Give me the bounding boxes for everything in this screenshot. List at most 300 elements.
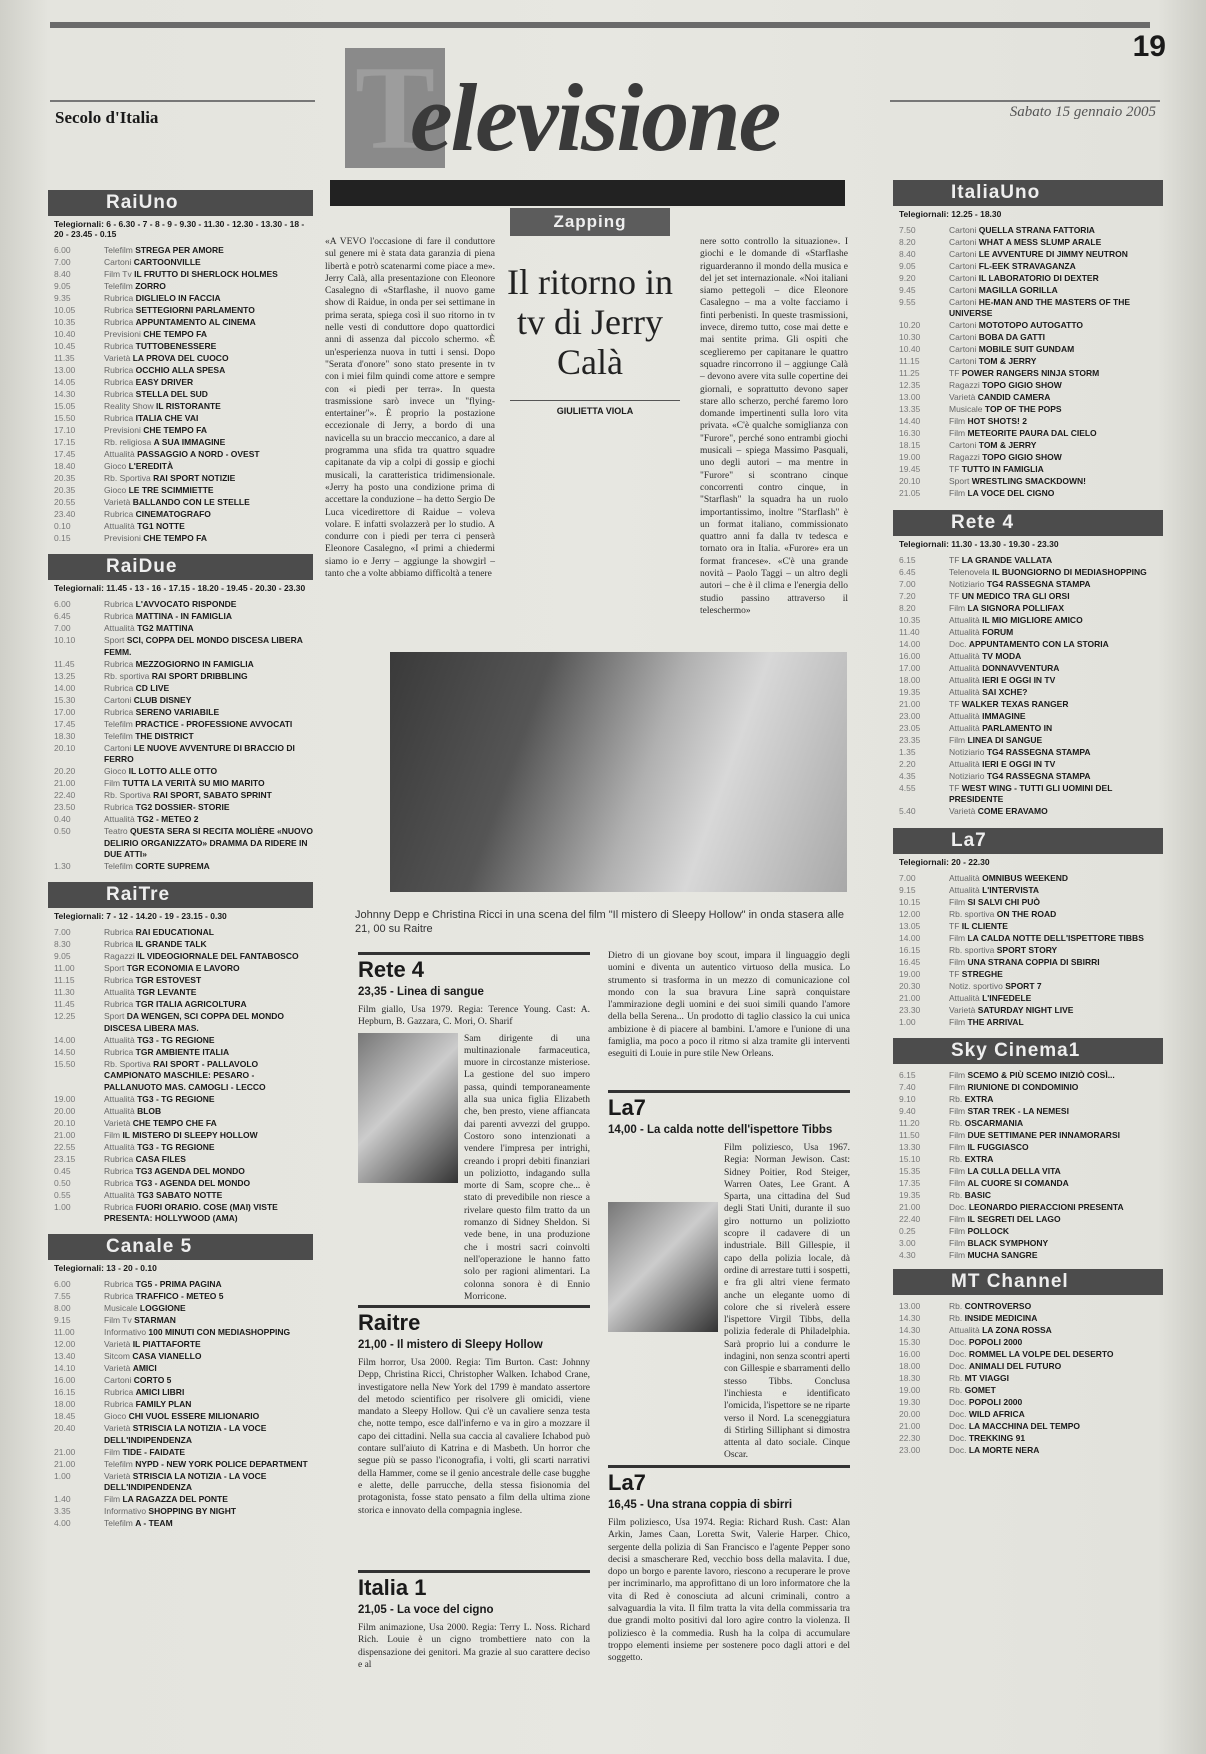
listing-row xyxy=(893,639,1163,650)
newscast-list: 6 - 6.30 - 7 - 8 - 9 - 9.30 - 11.30 - 12.30 - 13.30 - 18 - 20 - 23.45 - 0.15 xyxy=(54,219,305,239)
listing-row xyxy=(48,485,313,496)
listing-genre: Film xyxy=(949,1082,966,1093)
listing-time: 10.10 xyxy=(54,635,76,646)
listing-time: 14.10 xyxy=(54,1363,76,1374)
zapping-label: Zapping xyxy=(510,208,670,236)
review-channel: Raitre xyxy=(358,1305,590,1336)
listing-genre: Attualità xyxy=(104,1034,135,1045)
listing-title: SHOPPING BY NIGHT xyxy=(148,1506,237,1517)
listing-genre: TF xyxy=(949,554,960,565)
listing-genre: Doc. xyxy=(949,638,967,649)
listing-time: 4.55 xyxy=(899,782,916,793)
listing-genre: Film xyxy=(949,1250,966,1261)
section-title-initial: T xyxy=(345,48,445,168)
listing-row xyxy=(48,509,313,520)
listing-genre: Attualità xyxy=(949,722,980,733)
listing-time: 20.10 xyxy=(54,1117,76,1128)
listing-time: 11.00 xyxy=(54,1327,75,1338)
listing-time: 10.45 xyxy=(54,341,76,351)
listing-title: COME ERAVAMO xyxy=(977,806,1048,817)
listing-genre: Cartoni xyxy=(949,249,977,259)
listing-genre: Telefilm xyxy=(104,861,133,872)
listing-time: 8.40 xyxy=(899,249,916,259)
listing-time: 4.00 xyxy=(54,1518,71,1529)
listing-time: 9.05 xyxy=(54,951,71,962)
listing-row xyxy=(893,1154,1163,1165)
listing-row xyxy=(48,987,313,998)
listing-time: 8.30 xyxy=(54,939,71,950)
listing-title: CORTO 5 xyxy=(133,1375,172,1386)
listing-genre: Doc. xyxy=(949,1337,967,1348)
listing-title: HE-MAN AND THE MASTERS OF THE UNIVERSE xyxy=(949,297,1131,319)
listing-row xyxy=(48,449,313,460)
listing-row xyxy=(48,401,313,412)
review-body: Film animazione, Usa 2000. Regia: Terry L. Noss. Richard Rich. Louie è un cigno trombettiere nato con la dispensazione dei genitori. Ma grazie al suo carattere deciso e al xyxy=(358,1623,590,1670)
listing-row xyxy=(48,269,313,280)
listing-title: ANIMALI DEL FUTURO xyxy=(968,1361,1062,1372)
listing-row xyxy=(48,1494,313,1505)
listing-title: RAI SPORT - PALLAVOLO CAMPIONATO MASCHILE: PESARO - PALLANUOTO MAS. CAMOGLI - LECCO xyxy=(104,1058,266,1092)
listing-row xyxy=(893,699,1163,710)
listing-genre: Musicale xyxy=(949,404,983,415)
listing-time: 14.00 xyxy=(54,682,76,693)
listing-row xyxy=(893,1301,1163,1312)
listing-genre: Cartoni xyxy=(949,285,977,295)
listing-genre: Cartoni xyxy=(949,297,977,307)
review-photo xyxy=(358,1033,458,1183)
listing-title: AMICI LIBRI xyxy=(135,1387,185,1398)
listing-title: CINEMATOGRAFO xyxy=(135,509,211,519)
listing-title: APPUNTAMENTO CON LA STORIA xyxy=(968,638,1109,649)
listing-time: 11.15 xyxy=(54,975,75,986)
listing-time: 21.00 xyxy=(899,992,921,1003)
listing-genre: Varietà xyxy=(104,1423,131,1434)
listing-title: ITALIA CHE VAI xyxy=(135,413,199,423)
listing-time: 3.35 xyxy=(54,1506,71,1517)
listing-time: 17.35 xyxy=(899,1178,921,1189)
channel-name: MT Channel xyxy=(893,1269,1163,1295)
listing-time: 5.40 xyxy=(899,806,916,817)
listing-time: 15.30 xyxy=(54,694,76,705)
listing-row xyxy=(893,1190,1163,1201)
channel-name: Canale 5 xyxy=(48,1234,313,1260)
listing-genre: TF xyxy=(949,464,960,475)
listing-genre: Attualità xyxy=(104,449,135,459)
listing-time: 17.45 xyxy=(54,449,76,459)
listing-genre: Doc. xyxy=(949,1361,967,1372)
listing-title: TG2 MATTINA xyxy=(137,623,194,634)
newscast-list: 7 - 12 - 14.20 - 19 - 23.15 - 0.30 xyxy=(106,911,227,922)
listing-row xyxy=(48,365,313,376)
listing-time: 9.05 xyxy=(899,261,916,271)
listing-time: 19.00 xyxy=(899,1385,921,1396)
listing-time: 8.20 xyxy=(899,602,916,613)
listing-row xyxy=(48,1035,313,1046)
listing-title: BALLANDO CON LE STELLE xyxy=(132,497,250,507)
masthead: Secolo d'Italia xyxy=(55,108,159,127)
listing-row xyxy=(893,356,1163,367)
listing-row xyxy=(48,305,313,316)
listing-time: 18.00 xyxy=(899,674,921,685)
listing-title: CASA VIANELLO xyxy=(132,1351,202,1362)
listing-genre: Varietà xyxy=(104,1339,131,1350)
listing-genre: TF xyxy=(949,590,960,601)
right-listings-column xyxy=(893,180,1163,1457)
listing-row xyxy=(48,1339,313,1350)
listing-row xyxy=(48,695,313,706)
listing-row xyxy=(48,533,313,544)
listing-time: 1.00 xyxy=(54,1201,71,1212)
listing-title: SETTEGIORNI PARLAMENTO xyxy=(135,305,255,315)
listing-genre: Film xyxy=(949,1130,966,1141)
listing-row xyxy=(48,1411,313,1422)
listing-genre: Rubrica xyxy=(104,305,134,315)
listing-title: STAR TREK - LA NEMESI xyxy=(967,1106,1069,1117)
channel-name: RaiDue xyxy=(48,554,313,580)
review-continuation: Dietro di un giovane boy scout, impara il linguaggio degli uomini e diventa un autentico virtuoso della musica. Lo strumento si trasforma in un mezzo di comunicazione col mondo con la sua bravura Line saprà conquistare l'ammirazione degli uomini e dei suoi simili quando l'amore della bella Serena... Un prodotto di taglio classico la cui unica ambizione è di piacere al bambini. L'amore e l'unione di una famiglia, ma poco a poco il ritmo si alza tramite gli interventi eseguiti di Louie in pure stile New Orleans. xyxy=(608,951,850,1060)
listing-title: LA MORTE NERA xyxy=(968,1445,1040,1456)
listing-time: 21.00 xyxy=(54,1129,76,1140)
listing-row xyxy=(893,1082,1163,1093)
listing-title: IL MIO MIGLIORE AMICO xyxy=(982,614,1083,625)
listing-genre: Attualità xyxy=(949,758,980,769)
channel-block xyxy=(893,510,1163,818)
listing-title: TREKKING 91 xyxy=(968,1433,1026,1444)
listing-title: LEONARDO PIERACCIONI PRESENTA xyxy=(968,1202,1124,1213)
listing-title: APPUNTAMENTO AL CINEMA xyxy=(135,317,256,327)
listing-genre: Doc. xyxy=(949,1421,967,1432)
listing-time: 7.55 xyxy=(54,1291,71,1302)
listing-genre: Rubrica xyxy=(104,1291,134,1302)
listing-row xyxy=(48,293,313,304)
listing-title: RAI SPORT NOTIZIE xyxy=(153,473,236,483)
listing-row xyxy=(893,591,1163,602)
listing-row xyxy=(48,1166,313,1177)
listing-title: SCEMO & PIÙ SCEMO INIZIÒ COSÌ... xyxy=(967,1070,1115,1081)
listing-time: 18.30 xyxy=(54,730,76,741)
listing-title: ROMMEL LA VOLPE DEL DESERTO xyxy=(968,1349,1114,1360)
listing-title: CORTE SUPREMA xyxy=(135,861,210,872)
listing-row xyxy=(48,707,313,718)
listing-genre: Telefilm xyxy=(104,281,133,291)
listing-title: TG4 RASSEGNA STAMPA xyxy=(986,746,1091,757)
listing-genre: Rubrica xyxy=(104,413,134,423)
listing-title: LA ZONA ROSSA xyxy=(982,1325,1052,1336)
listing-row xyxy=(893,747,1163,758)
listing-genre: Cartoni xyxy=(949,237,977,247)
listing-title: LOGGIONE xyxy=(139,1303,186,1314)
listing-time: 22.40 xyxy=(54,790,76,801)
listing-row xyxy=(893,735,1163,746)
listing-title: BLOB xyxy=(137,1105,162,1116)
channel-name: ItaliaUno xyxy=(893,180,1163,206)
listing-title: L'INTERVISTA xyxy=(982,884,1040,895)
listing-genre: Attualità xyxy=(949,1325,980,1336)
listing-title: AL CUORE SI COMANDA xyxy=(967,1178,1069,1189)
listing-genre: Cartoni xyxy=(104,257,132,267)
listing-time: 13.25 xyxy=(54,670,76,681)
listing-genre: Sport xyxy=(104,635,125,646)
listing-row xyxy=(48,245,313,256)
newscast-times xyxy=(893,536,1163,555)
listing-time: 21.00 xyxy=(899,1202,921,1213)
listing-genre: Gioco xyxy=(104,485,127,495)
listing-title: UNA STRANA COPPIA DI SBIRRI xyxy=(967,956,1100,967)
listing-time: 13.35 xyxy=(899,404,921,415)
listing-time: 8.00 xyxy=(54,1303,71,1314)
listing-title: POPOLI 2000 xyxy=(968,1397,1023,1408)
listing-row xyxy=(893,567,1163,578)
listing-title: RAI SPORT, SABATO SPRINT xyxy=(153,790,272,801)
newscast-label: Telegiornali: xyxy=(899,856,949,867)
listing-row xyxy=(893,464,1163,475)
listing-row xyxy=(48,731,313,742)
listing-row xyxy=(893,488,1163,499)
listing-row xyxy=(893,897,1163,908)
review-photo xyxy=(608,1202,718,1332)
listing-time: 12.25 xyxy=(54,1011,76,1022)
article-column-1: «A VEVO l'occasione di fare il conduttore sul genere mi è stata data garanzia di piena libertà e potrò scatenarmi come piace a me». Jerry Calà, alla presentazione con Eleonore Casalegno di «Starflashe, il nuovo game show di Raidue, in onda per sei settimane in prima serata, spiega così il suo ritorno in tv nelle vesti di conduttore dopo quattordici anni di assenza dal piccolo schermo. «È un'esperienza nuova in tutti i sensi. Dopo "Serata d'onore" sono stato presente in tv con i miei film quindi come attore e sempre con «i piedi per terra». In questa trasmissione sarò invece un "flying-entertainer"». È proprio la postazione eccezionale di Jerry, a bordo di una navicella su un braccio meccanico, a dare al programma una sfida tra quattro squadre capitanate da vip a colpi di gossip e giochi musicali, la caratteristica tridimensionale. «Jerry ha posto una condizione prima di accettare la conduzione – ha detto Sergio De Luca vicedirettore di Raidue – voleva volare. E infatti svolazzerà per lo studio. A condurre con i piedi per terra ci penserà Eleonore Casalegno, «I primi a chiedermi siamo io e Jerry – aggiunge la showgirl – tanto che a volte abbiamo difficoltà a tenere xyxy=(325,237,495,580)
listing-genre: Attualità xyxy=(104,814,135,825)
newscast-times xyxy=(48,580,313,599)
masthead-rule xyxy=(50,100,315,102)
listing-time: 0.15 xyxy=(54,533,71,543)
newscast-label: Telegiornali: xyxy=(54,911,104,922)
listing-title: CONTROVERSO xyxy=(964,1301,1032,1312)
listing-row xyxy=(893,1325,1163,1336)
channel-block xyxy=(48,554,313,872)
listing-time: 1.40 xyxy=(54,1494,71,1505)
top-rule xyxy=(50,22,1150,28)
listing-genre: Film xyxy=(949,1166,966,1177)
listing-title: DUE SETTIMANE PER INNAMORARSI xyxy=(967,1130,1120,1141)
listing-row xyxy=(893,452,1163,463)
listing-genre: Cartoni xyxy=(104,694,132,705)
listing-title: EASY DRIVER xyxy=(135,377,194,387)
listing-row xyxy=(893,404,1163,415)
listing-row xyxy=(893,759,1163,770)
newscast-label: Telegiornali: xyxy=(899,209,949,219)
listing-genre: Telefilm xyxy=(104,1518,133,1529)
listing-title: LA MACCHINA DEL TEMPO xyxy=(968,1421,1080,1432)
listing-title: 100 MINUTI CON MEDIASHOPPING xyxy=(148,1327,291,1338)
listing-title: GOMET xyxy=(964,1385,996,1396)
listing-title: OSCARMANIA xyxy=(964,1118,1024,1129)
listing-row xyxy=(48,425,313,436)
listing-title: TG3 - AGENDA DEL MONDO xyxy=(135,1177,251,1188)
listing-title: WRESTLING SMACKDOWN! xyxy=(971,476,1086,487)
listing-time: 22.30 xyxy=(899,1433,921,1444)
listing-row xyxy=(893,1433,1163,1444)
listing-row xyxy=(48,1106,313,1117)
listing-title: STREGHE xyxy=(961,968,1003,979)
listing-time: 10.15 xyxy=(899,896,921,907)
newscast-label: Telegiornali: xyxy=(54,583,104,594)
listing-row xyxy=(48,999,313,1010)
listing-title: IL CLIENTE xyxy=(961,920,1008,931)
listing-title: IL BUONGIORNO DI MEDIASHOPPING xyxy=(992,566,1147,577)
listing-title: IL FUGGIASCO xyxy=(967,1142,1029,1153)
listing-title: BLACK SYMPHONY xyxy=(967,1238,1049,1249)
listing-row xyxy=(48,659,313,670)
listing-row xyxy=(48,521,313,532)
listing-genre: Rb. sportiva xyxy=(949,908,995,919)
listing-row xyxy=(48,1011,313,1034)
listing-time: 0.50 xyxy=(54,1177,71,1188)
listing-row xyxy=(893,909,1163,920)
listing-row xyxy=(893,368,1163,379)
listing-time: 16.00 xyxy=(899,650,921,661)
listing-row xyxy=(48,473,313,484)
listing-genre: Attualità xyxy=(104,521,135,531)
listing-title: THE DISTRICT xyxy=(135,730,194,741)
listing-title: SPORT 7 xyxy=(1005,980,1042,991)
listing-title: STRISCIA LA NOTIZIA - LA VOCE DELL'INDIPENDENZA xyxy=(104,1423,267,1445)
listing-time: 6.45 xyxy=(54,611,71,622)
listing-time: 19.00 xyxy=(899,968,921,979)
listing-row xyxy=(893,783,1163,806)
listing-row xyxy=(48,353,313,364)
date-rule xyxy=(890,100,1160,102)
listing-genre: Previsioni xyxy=(104,329,141,339)
listing-genre: Rb. xyxy=(949,1190,963,1201)
listing-time: 6.00 xyxy=(54,599,71,610)
listing-row xyxy=(48,1351,313,1362)
listing-row xyxy=(48,1518,313,1529)
listing-time: 7.00 xyxy=(54,623,71,634)
listing-time: 21.00 xyxy=(54,778,76,789)
listing-title: WALKER TEXAS RANGER xyxy=(961,698,1069,709)
listing-title: BASIC xyxy=(964,1190,992,1201)
listing-time: 23.50 xyxy=(54,802,76,813)
listing-row xyxy=(48,437,313,448)
listing-title: IL LOTTO ALLE OTTO xyxy=(128,766,218,777)
listing-row xyxy=(48,1315,313,1326)
listing-title: MAGILLA GORILLA xyxy=(978,285,1058,295)
listing-time: 14.30 xyxy=(899,1325,921,1336)
listing-time: 9.45 xyxy=(899,285,916,295)
listing-genre: Attualità xyxy=(949,884,980,895)
listing-genre: Telefilm xyxy=(104,245,133,255)
listing-title: TGR ITALIA AGRICOLTURA xyxy=(135,999,247,1010)
listing-row xyxy=(893,1361,1163,1372)
listing-row xyxy=(893,1397,1163,1408)
listing-genre: Previsioni xyxy=(104,425,141,435)
listing-time: 23.00 xyxy=(899,710,921,721)
listing-title: TG2 - METEO 2 xyxy=(137,814,199,825)
listing-time: 13.00 xyxy=(54,365,76,375)
listing-genre: Rubrica xyxy=(104,1387,134,1398)
listing-genre: Rubrica xyxy=(104,1153,134,1164)
listing-genre: Cartoni xyxy=(104,1375,132,1386)
review-channel: Italia 1 xyxy=(358,1570,590,1601)
listing-time: 7.20 xyxy=(899,590,916,601)
listing-row xyxy=(48,927,313,938)
listing-time: 16.15 xyxy=(899,944,921,955)
listing-time: 6.00 xyxy=(54,1279,71,1290)
listing-genre: Varietà xyxy=(949,1004,976,1015)
listing-time: 16.00 xyxy=(54,1375,76,1386)
listing-row xyxy=(893,237,1163,248)
newscast-label: Telegiornali: xyxy=(54,1263,104,1274)
listing-row xyxy=(893,249,1163,260)
listing-title: DA WENGEN, SCI COPPA DEL MONDO DISCESA LIBERA MAS. xyxy=(104,1011,284,1033)
listing-time: 19.35 xyxy=(899,686,921,697)
listing-title: STRISCIA LA NOTIZIA - LA VOCE DELL'INDIPENDENZA xyxy=(104,1470,267,1493)
listing-row xyxy=(48,257,313,268)
listing-genre: Doc. xyxy=(949,1397,967,1408)
listing-row xyxy=(893,651,1163,662)
listing-title: TG3 - TG REGIONE xyxy=(137,1093,215,1104)
listing-time: 11.00 xyxy=(54,963,75,974)
listing-genre: Rubrica xyxy=(104,1177,134,1188)
film-still-photo xyxy=(390,652,847,892)
listing-title: TV MODA xyxy=(982,650,1022,661)
article-headline: Il ritorno in tv di Jerry Calà xyxy=(507,262,673,382)
listing-time: 10.05 xyxy=(54,305,76,315)
listing-title: CANDID CAMERA xyxy=(977,392,1051,403)
listing-row xyxy=(893,579,1163,590)
newscast-label: Telegiornali: xyxy=(54,219,104,229)
listing-genre: Teatro xyxy=(104,826,128,837)
listing-row xyxy=(893,1094,1163,1105)
listing-genre: Rb. xyxy=(949,1301,963,1312)
listing-row xyxy=(893,1238,1163,1249)
listing-title: HOT SHOTS! 2 xyxy=(967,416,1027,427)
channel-block xyxy=(48,190,313,544)
review-raitre xyxy=(358,1305,590,1577)
listing-time: 0.25 xyxy=(899,1226,916,1237)
listing-genre: Attualità xyxy=(949,710,980,721)
listing-title: L'INFEDELE xyxy=(982,992,1032,1003)
listing-time: 20.55 xyxy=(54,497,76,507)
listing-genre: Varietà xyxy=(104,1363,131,1374)
listing-genre: Varietà xyxy=(949,392,976,403)
review-subtitle: 23,35 - Linea di sangue xyxy=(358,986,484,998)
listing-genre: Doc. xyxy=(949,1349,967,1360)
listing-genre: Film xyxy=(949,956,966,967)
listing-row xyxy=(48,1130,313,1141)
listing-title: MOTOTOPO AUTOGATTO xyxy=(978,320,1083,331)
listing-genre: Attualità xyxy=(104,1093,135,1104)
listing-genre: Rubrica xyxy=(104,1046,134,1057)
section-title: elevisione xyxy=(410,64,780,171)
listing-title: OCCHIO ALLA SPESA xyxy=(135,365,226,375)
listing-time: 7.40 xyxy=(899,1082,916,1093)
listing-row xyxy=(48,413,313,424)
listing-time: 14.00 xyxy=(899,638,921,649)
listing-time: 11.50 xyxy=(899,1130,920,1141)
listing-row xyxy=(48,826,313,860)
listing-row xyxy=(893,1130,1163,1141)
review-body: Film poliziesco, Usa 1974. Regia: Richard Rush. Cast: Alan Arkin, James Caan, Loretta Swit, Valerie Harper. Chico, sergente della polizia di San Francisco e l'agente Pepper sono decisi a smascherare Red, vecchio boss della malavita. I due, dopo un borgo e parente lavoro, riescono a recuperare le prove per incriminarlo, ma approfittano di un loro informatore che la vita di Red è conosciuta ad alcuni criminali, contro a salvaguardia la vita. Il film tratta la vita della commissaria tra due grandi molto positivi dal loro agire contro la violenza. Il poliziesco è la commedia. Rush ha la colpa di accumulare troppo elementi insieme per sostenere poco dagli attori e del soggetto. xyxy=(608,1518,850,1664)
listing-time: 12.00 xyxy=(54,1339,76,1350)
listing-genre: Rubrica xyxy=(104,658,134,669)
listing-row xyxy=(893,993,1163,1004)
listing-genre: Rb. xyxy=(949,1154,963,1165)
listing-title: IL MISTERO DI SLEEPY HOLLOW xyxy=(122,1129,258,1140)
listing-genre: Rubrica xyxy=(104,999,134,1010)
listing-time: 13.00 xyxy=(899,1301,921,1312)
listing-time: 14.30 xyxy=(54,389,76,399)
listing-row xyxy=(48,1363,313,1374)
listing-title: PARLAMENTO IN xyxy=(982,722,1053,733)
review-body: Film poliziesco, Usa 1967. Regia: Norman Jewison. Cast: Sidney Poitier, Rod Steiger, Warren Oates, Lee Grant. A Sparta, una cittadina del Sud degli Stati Uniti, durante il suo giro notturno un poliziotto scopre il cadavere di un industriale. Bill Gillespie, il capo della polizia locale, dà ordine di arrestare tutti i sospetti, e fra gli altri viene fermato anche un elegante uomo di colore che si rivelerà essere l'ispettore Virgil Tibbs, della polizia federale di Philadelphia. Sarà proprio lui a condurre le indagini, non senza scontri aperti con Gillespie e sbarramenti dello stesso Tibbs. Conclusa l'inchiesta e identificato l'omicida, l'ispettore se ne riparte verso il Nord. La sceneggiatura di Stirling Silliphant si dimostra attenta al dato sociale. Cinque Oscar. xyxy=(724,1143,850,1461)
listing-time: 21.00 xyxy=(54,1446,76,1457)
listing-genre: Gioco xyxy=(104,461,127,471)
listing-title: RAI SPORT DRIBBLING xyxy=(151,670,248,681)
listing-time: 1.35 xyxy=(899,746,916,757)
